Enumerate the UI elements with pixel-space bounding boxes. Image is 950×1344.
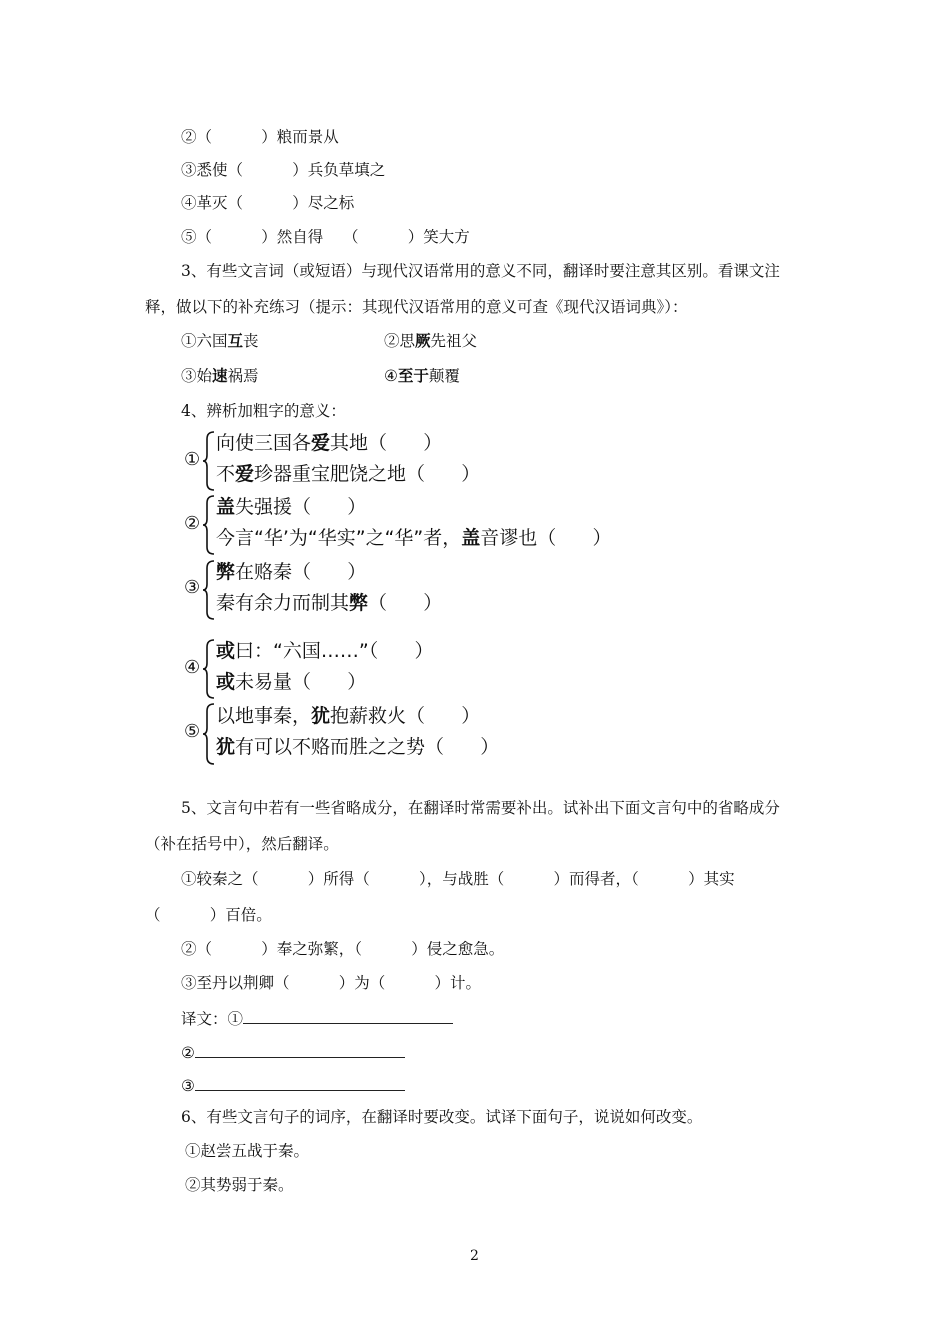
translation-label: 译文：① (181, 1010, 244, 1028)
bold-word: 盖 (461, 527, 481, 549)
sec5-line-4: ③至丹以荆卿（ ）为（ ）计。 (181, 974, 482, 992)
brace-icon (202, 495, 216, 555)
sec3-item-1 (181, 331, 259, 351)
group-5-number: ⑤ (184, 721, 201, 742)
bold-word: 犹 (311, 705, 331, 727)
answer-blank[interactable] (243, 1007, 453, 1024)
text: 在赂秦（ ） (235, 561, 367, 583)
sec3-item-2 (384, 331, 477, 351)
sec3-para-line-1: 3、有些文言词（或短语）与现代汉语常用的意义不同，翻译时要注意其区别。看课文注 (181, 262, 780, 280)
bold-word: 爱 (311, 432, 331, 454)
brace-icon (202, 703, 216, 765)
text: 向使三国各 (216, 432, 312, 454)
bold-word: 至于 (397, 366, 429, 385)
group-2-line-a (216, 495, 366, 519)
text: 失强援（ ） (235, 496, 367, 518)
sec5-line-3: ②（ ）奉之弥繁，（ ）侵之愈急。 (181, 940, 505, 958)
text: 抱薪救火（ ） (330, 705, 481, 727)
group-4-line-b (216, 670, 366, 694)
sec5-para-line-1: 5、文言句中若有一些省略成分，在翻译时常需要补出。试补出下面文言句中的省略成分 (181, 799, 780, 817)
sec2-line-4: ④革灭（ ）尽之标 (181, 194, 355, 212)
page-number: 2 (470, 1248, 479, 1264)
bold-word: 弊 (349, 592, 369, 614)
sec6-para: 6、有些文言句子的词序，在翻译时要改变。试译下面句子，说说如何改变。 (181, 1108, 703, 1126)
text: 音谬也（ ） (480, 527, 612, 549)
sec5-line-1: ①较秦之（ ）所得（ ），与战胜（ ）而得者，（ ）其实 (181, 870, 735, 888)
bold-word: 弊 (216, 561, 236, 583)
text: 未易量（ ） (235, 671, 367, 693)
text: 祸焉 (227, 367, 259, 385)
sec5-para-line-2: （补在括号中），然后翻译。 (145, 835, 339, 853)
bold-word: 互 (227, 331, 244, 350)
bold-word: 或 (216, 671, 236, 693)
sec6-line-2: ②其势弱于秦。 (185, 1176, 294, 1194)
bold-word: 爱 (235, 463, 255, 485)
group-4-number: ④ (184, 657, 201, 678)
group-4-line-a (216, 639, 433, 663)
sec2-line-2: ②（ ）粮而景从 (181, 128, 339, 146)
sec3-item-4 (384, 366, 460, 386)
bold-word: 犹 (216, 736, 236, 758)
text: ②思 (384, 332, 416, 350)
text: ③始 (181, 367, 213, 385)
text: 以地事秦， (216, 705, 312, 727)
text: 颠覆 (428, 367, 460, 385)
group-1-line-b (216, 462, 480, 486)
text: 有可以不赂而胜之之势（ ） (235, 736, 500, 758)
translation-2 (181, 1041, 405, 1063)
text: 先祖父 (430, 332, 478, 350)
group-2-number: ② (184, 513, 201, 534)
answer-blank[interactable] (195, 1041, 405, 1058)
brace-icon (202, 431, 216, 491)
sec5-line-2: （ ）百倍。 (145, 906, 272, 924)
group-2-line-b (216, 526, 612, 550)
translation-label: ③ (181, 1077, 195, 1095)
text: ①六国 (181, 332, 228, 350)
answer-blank[interactable] (195, 1074, 405, 1091)
sec2-line-5: ⑤（ ）然自得 （ ）笑大方 (181, 228, 470, 246)
sec3-para-line-2: 释，做以下的补充练习（提示：其现代汉语常用的意义可查《现代汉语词典》）： (145, 298, 688, 316)
bold-word: 速 (212, 366, 228, 385)
group-1-number: ① (184, 449, 201, 470)
group-3-line-b (216, 591, 442, 615)
group-1-line-a (216, 431, 442, 455)
group-5-line-b (216, 735, 499, 759)
translation-3 (181, 1074, 405, 1096)
text: 今言“华’为“华实”之“华”者， (216, 527, 462, 549)
group-5-line-a (216, 704, 480, 728)
brace-icon (202, 639, 216, 699)
sec2-line-3: ③悉使（ ）兵负草填之 (181, 161, 386, 179)
bold-word: 厥 (415, 331, 431, 350)
sec4-title: 4、辨析加粗字的意义： (181, 402, 346, 420)
text: 珍器重宝肥饶之地（ ） (254, 463, 481, 485)
text: 曰：“六国……”（ ） (235, 640, 434, 662)
group-3-line-a (216, 560, 366, 584)
sec3-item-3 (181, 366, 259, 386)
group-3-number: ③ (184, 577, 201, 598)
text: 不 (216, 463, 236, 485)
text: ④ (384, 367, 398, 385)
text: （ ） (368, 592, 443, 614)
bold-word: 或 (216, 640, 236, 662)
sec6-line-1: ①赵尝五战于秦。 (185, 1142, 310, 1160)
bold-word: 盖 (216, 496, 236, 518)
translation-1 (181, 1007, 453, 1029)
brace-icon (202, 560, 216, 620)
translation-label: ② (181, 1044, 195, 1062)
text: 丧 (243, 332, 259, 350)
text: 秦有余力而制其 (216, 592, 350, 614)
text: 其地（ ） (330, 432, 443, 454)
